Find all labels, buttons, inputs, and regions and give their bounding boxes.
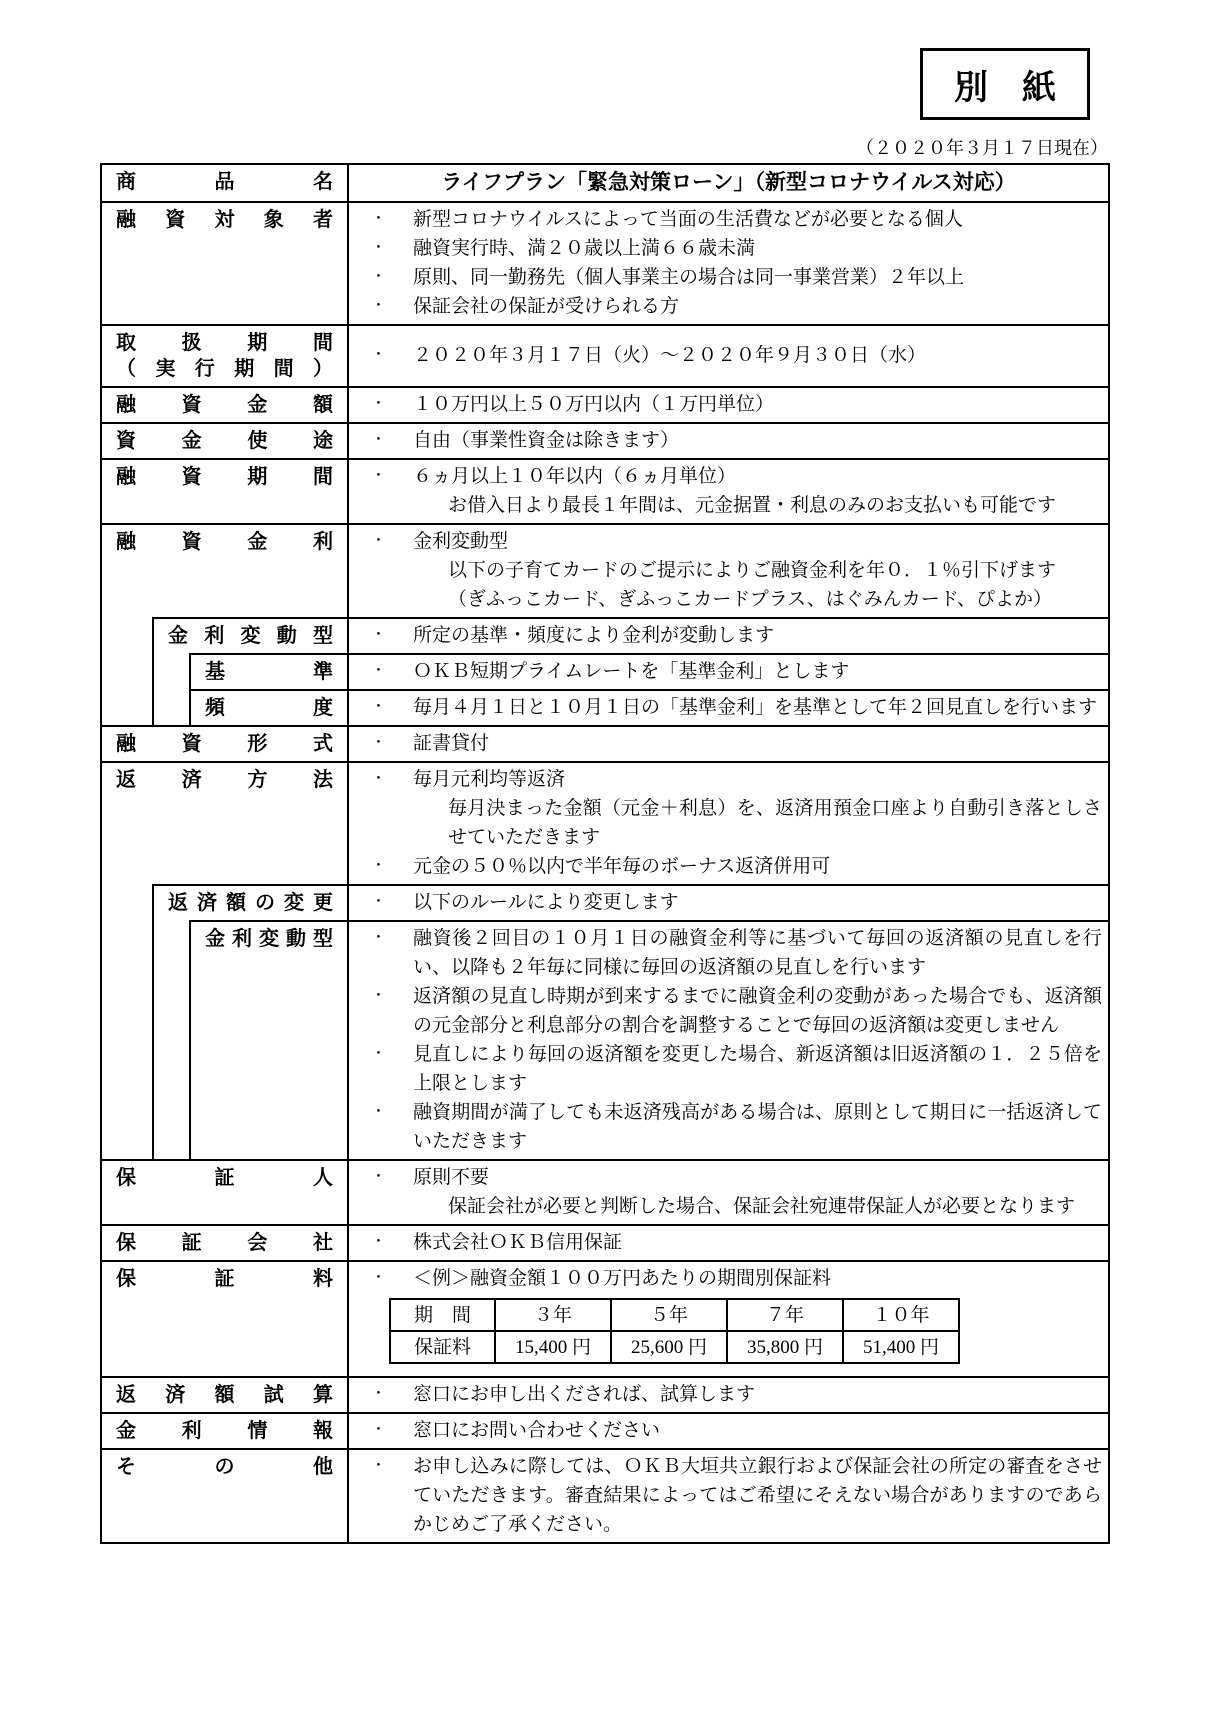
row-indent-spacer — [102, 884, 152, 920]
row-repayment-amount-change — [102, 884, 1108, 920]
bullet-item — [371, 1416, 1102, 1445]
row-content — [347, 689, 1108, 725]
bullet-text: 元金の５０％以内で半年毎のボーナス返済併用可 — [413, 856, 831, 877]
bullet-icon: ・ — [371, 211, 387, 227]
bullet-item — [371, 292, 1102, 321]
row-content — [347, 653, 1108, 689]
guarantee-fee-table — [389, 1298, 960, 1364]
row-content — [347, 165, 1108, 201]
bullet-text: 窓口にお申し出くだされば、試算します — [413, 1384, 756, 1405]
row-content — [347, 386, 1108, 422]
bullet-icon: ・ — [371, 858, 387, 874]
bullet-item — [371, 234, 1102, 263]
row-rate-frequency — [102, 689, 1108, 725]
bullet-icon: ・ — [371, 627, 387, 643]
bullet-text: ６ヵ月以上１０年以内（６ヵ月単位） — [413, 466, 737, 487]
row-label: 融資期間 — [102, 458, 347, 523]
row-label: 取扱期間 （実行期間） — [102, 324, 347, 386]
bullet-item — [371, 426, 1102, 455]
bullet-icon: ・ — [371, 735, 387, 751]
bullet-text: 融資実行時、満２０歳以上満６６歳未満 — [413, 238, 756, 259]
bullet-icon: ・ — [371, 1104, 387, 1120]
row-label: 保証会社 — [102, 1224, 347, 1260]
bullet-item — [371, 1098, 1102, 1156]
bullet-icon: ・ — [371, 1169, 387, 1185]
row-content — [347, 725, 1108, 761]
note-line: 以下の子育てカードのご提示によりご融資金利を年０．１％引下げます — [448, 560, 1057, 581]
row-label: 基準 — [189, 653, 347, 689]
row-content — [347, 324, 1108, 386]
row-label: 返済額の変更 — [152, 884, 347, 920]
row-content — [347, 761, 1108, 884]
row-label: 保証料 — [102, 1260, 347, 1376]
row-guarantee-fee — [102, 1260, 1108, 1376]
bullet-item — [371, 462, 1102, 491]
bullet-text: １０万円以上５０万円以内（１万円単位） — [413, 394, 775, 415]
bullet-item — [371, 1452, 1102, 1539]
bullet-icon: ・ — [371, 396, 387, 412]
row-repayment-method — [102, 761, 1108, 884]
row-label: 保証人 — [102, 1159, 347, 1224]
row-content — [347, 1260, 1108, 1376]
row-indent-spacer-2 — [152, 920, 189, 1159]
row-label: 商品名 — [116, 171, 333, 193]
bullet-icon: ・ — [371, 988, 387, 1004]
bullet-text: 原則不要 — [413, 1167, 490, 1188]
bullet-item — [371, 390, 1102, 419]
date-note: （２０２０年３月１７日現在） — [856, 138, 1108, 158]
bullet-item — [371, 924, 1102, 982]
bullet-text: ＯＫＢ短期プライムレートを「基準金利」とします — [413, 661, 850, 682]
row-content — [347, 1412, 1108, 1448]
row-content — [347, 1224, 1108, 1260]
document-header — [100, 0, 1110, 158]
note-line: 保証会社が必要と判断した場合、保証会社宛連帯保証人が必要となります — [448, 1196, 1076, 1217]
row-handling-period — [102, 324, 1108, 386]
row-others — [102, 1448, 1108, 1542]
bullet-item — [371, 341, 1102, 370]
fee-table-header-cell: ５年 — [611, 1299, 727, 1331]
fee-table-value-row — [390, 1331, 959, 1363]
row-indent-spacer — [102, 689, 152, 725]
fee-table-header-cell: ７年 — [727, 1299, 843, 1331]
bullet-text: 原則、同一勤務先（個人事業主の場合は同一事業営業）２年以上 — [413, 267, 965, 288]
bullet-item — [371, 657, 1102, 686]
bullet-icon: ・ — [371, 699, 387, 715]
note-line: 毎月決まった金額（元金＋利息）を、返済用預金口座より自動引き落としさせていただきます — [448, 798, 1102, 848]
bullet-icon: ・ — [371, 663, 387, 679]
bullet-item — [371, 263, 1102, 292]
bullet-icon: ・ — [371, 1270, 387, 1286]
bullet-icon: ・ — [371, 432, 387, 448]
bullet-item — [371, 729, 1102, 758]
row-guarantee-company — [102, 1224, 1108, 1260]
bullet-text: 返済額の見直し時期が到来するまでに融資金利の変動があった場合でも、返済額の元金部分と利息部分の割合を調整することで毎回の返済額は変更しません — [413, 986, 1102, 1036]
row-label: 金利変動型 — [189, 920, 347, 1159]
bullet-item — [371, 527, 1102, 556]
bullet-item — [371, 982, 1102, 1040]
bullet-text: 以下のルールにより変更します — [413, 892, 679, 913]
row-content — [347, 920, 1108, 1159]
bullet-item — [371, 1228, 1102, 1257]
fee-table-header-row — [390, 1299, 959, 1331]
bullet-icon: ・ — [371, 1458, 387, 1474]
fee-table-row-header: 保証料 — [390, 1331, 495, 1363]
attachment-tag-label: 別 紙 — [954, 68, 1056, 107]
row-content — [347, 422, 1108, 458]
bullet-text: 株式会社ＯＫＢ信用保証 — [413, 1232, 623, 1253]
row-guarantor — [102, 1159, 1108, 1224]
row-fund-usage — [102, 422, 1108, 458]
bullet-icon: ・ — [371, 1386, 387, 1402]
row-loan-term — [102, 458, 1108, 523]
row-indent-spacer — [102, 617, 152, 653]
bullet-text: 見直しにより毎回の返済額を変更した場合、新返済額は旧返済額の１．２５倍を上限とします — [413, 1044, 1102, 1094]
product-table — [100, 163, 1110, 1544]
bullet-text: 自由（事業性資金は除きます） — [413, 430, 680, 451]
bullet-icon: ・ — [371, 533, 387, 549]
bullet-text: 金利変動型 — [413, 531, 509, 552]
row-variable-rate-type — [102, 617, 1108, 653]
bullet-icon: ・ — [371, 894, 387, 910]
bullet-item — [371, 1163, 1102, 1192]
attachment-tag-box — [920, 48, 1090, 120]
row-label: 融資金額 — [102, 386, 347, 422]
fee-table-value-cell: 25,600 円 — [611, 1331, 727, 1363]
product-title: ライフプラン「緊急対策ローン」（新型コロナウイルス対応） — [441, 171, 1016, 194]
row-repayment-trial — [102, 1376, 1108, 1412]
bullet-item — [371, 693, 1102, 722]
row-indent-spacer-2 — [152, 689, 189, 725]
row-loan-rate — [102, 523, 1108, 617]
bullet-item — [371, 1264, 1102, 1293]
fee-table-value-cell: 35,800 円 — [727, 1331, 843, 1363]
row-indent-spacer — [102, 920, 152, 1159]
row-content — [347, 1159, 1108, 1224]
row-label: 金利情報 — [102, 1412, 347, 1448]
bullet-text: ２０２０年３月１７日（火）～２０２０年９月３０日（水） — [413, 345, 927, 366]
row-label: 頻度 — [189, 689, 347, 725]
note-line: （ぎふっこカード、ぎふっこカードプラス、はぐみんカード、ぴよか） — [448, 589, 1053, 610]
bullet-item — [371, 205, 1102, 234]
bullet-icon: ・ — [371, 1046, 387, 1062]
bullet-item — [371, 1380, 1102, 1409]
bullet-icon: ・ — [371, 468, 387, 484]
bullet-icon: ・ — [371, 240, 387, 256]
row-label: 融資形式 — [102, 725, 347, 761]
bullet-icon: ・ — [371, 930, 387, 946]
bullet-item — [371, 765, 1102, 794]
bullet-text: 融資期間が満了しても未返済残高がある場合は、原則として期日に一括返済していただきます — [413, 1102, 1102, 1152]
row-content — [347, 884, 1108, 920]
fee-table-header-cell: 期 間 — [390, 1299, 495, 1331]
bullet-item — [371, 888, 1102, 917]
row-content — [347, 617, 1108, 653]
bullet-icon: ・ — [371, 1234, 387, 1250]
fee-table-header-cell: １０年 — [843, 1299, 959, 1331]
bullet-text: 証書貸付 — [413, 733, 490, 754]
row-label: 資金使途 — [102, 422, 347, 458]
bullet-text: お申し込みに際しては、ＯＫＢ大垣共立銀行および保証会社の所定の審査をさせていただきます。審査結果によってはご希望にそえない場合がありますのであらかじめご了承ください。 — [413, 1456, 1102, 1535]
row-product-name — [102, 165, 1108, 201]
row-loan-target — [102, 201, 1108, 324]
bullet-text: ＜例＞融資金額１００万円あたりの期間別保証料 — [413, 1268, 832, 1289]
note-line: お借入日より最長１年間は、元金据置・利息のみのお支払いも可能です — [448, 495, 1057, 516]
bullet-text: 新型コロナウイルスによって当面の生活費などが必要となる個人 — [413, 209, 963, 230]
bullet-text: 保証会社の保証が受けられる方 — [413, 296, 680, 317]
row-rate-info — [102, 1412, 1108, 1448]
bullet-icon: ・ — [371, 269, 387, 285]
row-content — [347, 201, 1108, 324]
row-content — [347, 1376, 1108, 1412]
bullet-item — [371, 1040, 1102, 1098]
row-label: 融資対象者 — [102, 201, 347, 324]
bullet-icon: ・ — [371, 347, 387, 363]
bullet-item — [371, 621, 1102, 650]
fee-table-value-cell: 15,400 円 — [495, 1331, 611, 1363]
fee-table-header-cell: ３年 — [495, 1299, 611, 1331]
row-content — [347, 523, 1108, 617]
row-label: 融資金利 — [102, 523, 347, 617]
bullet-text: 毎月４月１日と１０月１日の「基準金利」を基準として年２回見直しを行います — [413, 697, 1098, 718]
bullet-text: 所定の基準・頻度により金利が変動します — [413, 625, 775, 646]
row-rate-base — [102, 653, 1108, 689]
row-loan-amount — [102, 386, 1108, 422]
row-content — [347, 1448, 1108, 1542]
bullet-item — [371, 852, 1102, 881]
bullet-text: 融資後２回目の１０月１日の融資金利等に基づいて毎回の返済額の見直しを行い、以降も２年毎に同様に毎回の返済額の見直しを行います — [413, 928, 1102, 978]
bullet-text: 窓口にお問い合わせください — [413, 1420, 661, 1441]
row-indent-spacer — [102, 653, 152, 689]
row-label: その他 — [102, 1448, 347, 1542]
row-label: 返済額試算 — [102, 1376, 347, 1412]
bullet-text: 毎月元利均等返済 — [413, 769, 566, 790]
row-indent-spacer-2 — [152, 653, 189, 689]
row-content — [347, 458, 1108, 523]
row-label: 金利変動型 — [152, 617, 347, 653]
row-repayment-variable-rate — [102, 920, 1108, 1159]
row-loan-form — [102, 725, 1108, 761]
bullet-icon: ・ — [371, 1422, 387, 1438]
bullet-icon: ・ — [371, 771, 387, 787]
fee-table-value-cell: 51,400 円 — [843, 1331, 959, 1363]
bullet-icon: ・ — [371, 298, 387, 314]
row-label: 返済方法 — [102, 761, 347, 884]
